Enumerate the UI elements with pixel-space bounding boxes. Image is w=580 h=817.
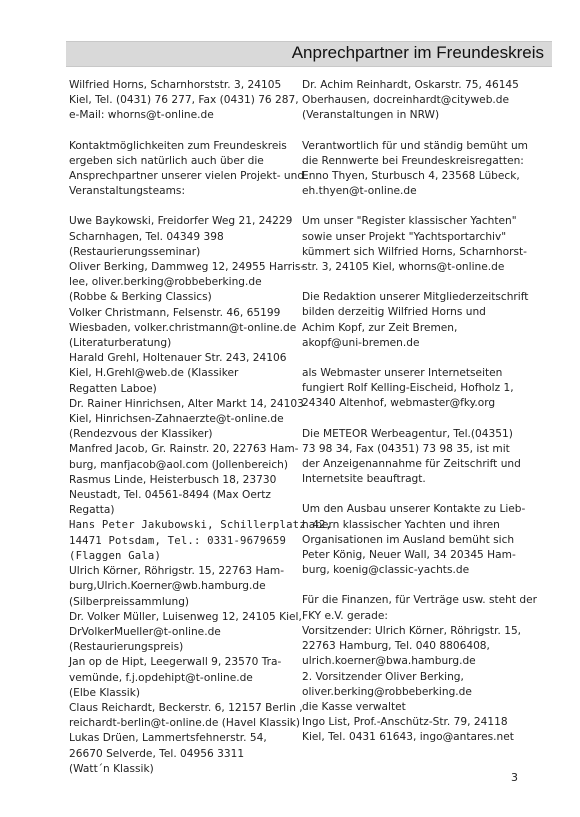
paragraph [69,518,333,564]
text-line: Peter König, Neuer Wall, 34 20345 Ham- [302,549,516,562]
text-line: 26670 Selverde, Tel. 04956 3311 [69,747,245,760]
paragraph [302,139,532,200]
text-line: Lukas Drüen, Lammertsfehnerstr. 54, [69,732,267,745]
text-line: str. 3, 24105 Kiel, whorns@t-online.de [302,261,505,274]
text-line: die Rennwerte bei Freundeskreisregatten: [302,154,524,167]
left-column [69,78,333,792]
text-line: Ulrich Körner, Röhrigstr. 15, 22763 Ham- [69,565,285,578]
paragraph [302,78,532,124]
text-line: (Veranstaltungen in NRW) [302,109,440,122]
text-line: Hans Peter Jakubowski, Schillerplatz 42, [69,519,333,532]
text-line: (Elbe Klassik) [69,686,141,699]
text-line: (Rendezvous der Klassiker) [69,428,213,441]
text-line: e-Mail: whorns@t-online.de [69,109,214,122]
text-line: 22763 Hamburg, Tel. 040 8806408, [302,640,490,653]
text-line: burg,Ulrich.Koerner@wb.hamburg.de [69,580,266,593]
text-line: Neustadt, Tel. 04561-8494 (Max Oertz [69,489,271,502]
text-line: reichardt-berlin@t-online.de (Havel Klassik) [69,717,301,730]
text-line: Dr. Volker Müller, Luisenweg 12, 24105 Kiel, [69,610,302,623]
text-line: Oberhausen, docreinhardt@cityweb.de [302,94,510,107]
page-number: 3 [511,771,518,784]
text-line: Um unser "Register klassischer Yachten" [302,215,517,228]
text-line: Harald Grehl, Holtenauer Str. 243, 24106 [69,352,287,365]
text-line: (Robbe & Berking Classics) [69,291,212,304]
paragraph [69,139,305,200]
text-line: Oliver Berking, Dammweg 12, 24955 Harris- [69,261,305,274]
text-line: Ansprechpartner unserer vielen Projekt- und [69,170,305,183]
text-line: Verantwortlich für und ständig bemüht um [302,139,528,152]
section-title: Anprechpartner im Freundeskreis [291,43,544,62]
text-line: (Restaurierungsseminar) [69,245,201,258]
text-line: Veranstaltungsteams: [69,185,186,198]
paragraph [69,564,303,777]
text-line: Kiel, H.Grehl@web.de (Klassiker [69,367,239,380]
text-line: Vorsitzender: Ulrich Körner, Röhrigstr. 15, [302,624,522,637]
text-line: (Watt´n Klassik) [69,762,154,775]
text-line: habern klassischer Yachten und ihren [302,518,500,531]
text-line: oliver.berking@robbeberking.de [302,685,472,698]
text-line: Wilfried Horns, Scharnhorststr. 3, 24105 [69,79,282,91]
text-line: ulrich.koerner@bwa.hamburg.de [302,655,476,668]
text-line: Kontaktmöglichkeiten zum Freundeskreis [69,139,287,152]
paragraph [302,502,532,578]
text-line: Manfred Jacob, Gr. Rainstr. 20, 22763 Ham- [69,443,299,456]
text-line: Claus Reichardt, Beckerstr. 6, 12157 Berlin , [69,701,303,714]
section-header-bar [66,41,552,67]
text-line: burg, koenig@classic-yachts.de [302,564,470,577]
paragraph [69,214,305,518]
text-line: Kiel, Tel. 0431 61643, ingo@antares.net [302,731,514,744]
text-line: 24340 Altenhof, webmaster@fky.org [302,397,496,410]
text-line: Internetsite beauftragt. [302,473,426,486]
text-line: Für die Finanzen, für Verträge usw. steht der [302,594,537,607]
text-line: Jan op de Hipt, Leegerwall 9, 23570 Tra- [69,656,282,669]
text-line: Die Redaktion unserer Mitgliederzeitschrift [302,291,529,304]
text-line: Dr. Achim Reinhardt, Oskarstr. 75, 46145 [302,79,519,91]
text-line: akopf@uni-bremen.de [302,336,420,349]
text-line: Regatten Laboe) [69,382,157,395]
text-line: FKY e.V. gerade: [302,609,388,622]
text-line: Regatta) [69,504,115,517]
right-column [302,78,537,761]
paragraph [302,290,532,351]
text-line: Ingo List, Prof.-Anschütz-Str. 79, 24118 [302,716,508,729]
text-line: Kiel, Tel. (0431) 76 277, Fax (0431) 76 287, [69,94,299,107]
text-line: 73 98 34, Fax (04351) 73 98 35, ist mit [302,442,510,455]
paragraph [69,78,299,124]
text-line: Dr. Rainer Hinrichsen, Alter Markt 14, 24103 [69,397,304,410]
paragraph [302,427,532,488]
text-line: (Flaggen Gala) [69,549,162,562]
text-line: der Anzeigenannahme für Zeitschrift und [302,458,521,471]
text-line: eh.thyen@t-online.de [302,185,417,198]
text-line: 2. Vorsitzender Oliver Berking, [302,670,464,683]
text-line: die Kasse verwaltet [302,700,406,713]
text-line: Uwe Baykowski, Freidorfer Weg 21, 24229 [69,215,293,228]
text-line: Achim Kopf, zur Zeit Bremen, [302,321,458,334]
text-line: lee, oliver.berking@robbeberking.de [69,276,262,289]
text-line: Die METEOR Werbeagentur, Tel.(04351) [302,427,513,440]
text-line: Wiesbaden, volker.christmann@t-online.de [69,321,297,334]
text-line: (Silberpreissammlung) [69,595,190,608]
text-line: Organisationen im Ausland bemüht sich [302,533,515,546]
paragraph [302,593,537,745]
text-line: fungiert Rolf Kelling-Eischeid, Hofholz 1, [302,382,514,395]
text-line: vemünde, f.j.opdehipt@t-online.de [69,671,253,684]
text-line: 14471 Potsdam, Tel.: 0331-9679659 [69,534,287,547]
text-line: als Webmaster unserer Internetseiten [302,367,503,380]
paragraph [302,366,532,412]
text-line: Scharnhagen, Tel. 04349 398 [69,230,224,243]
text-line: ergeben sich natürlich auch über die [69,154,264,167]
text-line: Um den Ausbau unserer Kontakte zu Lieb- [302,503,526,516]
text-line: (Restaurierungspreis) [69,641,184,654]
text-line: kümmert sich Wilfried Horns, Scharnhorst- [302,245,527,258]
text-line: Kiel, Hinrichsen-Zahnaerzte@t-online.de [69,413,284,426]
text-line: Volker Christmann, Felsenstr. 46, 65199 [69,306,281,319]
text-line: burg, manfjacob@aol.com (Jollenbereich) [69,458,289,471]
paragraph [302,214,532,275]
text-line: sowie unser Projekt "Yachtsportarchiv" [302,230,507,243]
text-line: Rasmus Linde, Heisterbusch 18, 23730 [69,473,277,486]
text-line: bilden derzeitig Wilfried Horns und [302,306,486,319]
text-line: DrVolkerMueller@t-online.de [69,625,221,638]
text-line: Enno Thyen, Sturbusch 4, 23568 Lübeck, [302,170,520,183]
text-line: (Literaturberatung) [69,337,172,350]
